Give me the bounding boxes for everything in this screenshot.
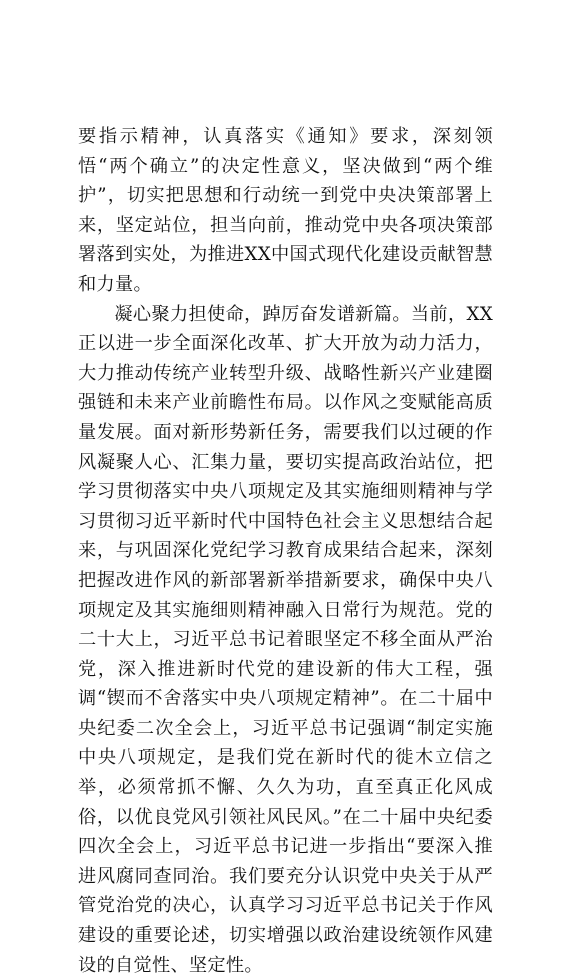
document-body	[78, 122, 493, 980]
paragraph-body: 凝心聚力担使命，踔厉奋发谱新篇。当前，XX正以进一步全面深化改革、扩大开放为动力活力，大力推动传统产业转型升级、战略性新兴产业建圈强链和未来产业前瞻性布局。以作风之变赋能高质量发展。面对新形势新任务，需要我们以过硬的作风凝聚人心、汇集力量，要切实提高政治站位，把学习贯彻落实中央八项规定及其实施细则精神与学习贯彻习近平新时代中国特色社会主义思想结合起来，与巩固深化党纪学习教育成果结合起来，深刻把握改进作风的新部署新举措新要求，确保中央八项规定及其实施细则精神融入日常行为规范。党的二十大上，习近平总书记着眼坚定不移全面从严治党，深入推进新时代党的建设新的伟大工程，强调“锲而不舍落实中央八项规定精神”。在二十届中央纪委二次全会上，习近平总书记强调“制定实施中央八项规定，是我们党在新时代的徙木立信之举，必须常抓不懈、久久为功，直至真正化风成俗，以优良党风引领社风民风。”在二十届中央纪委四次全会上，习近平总书记进一步指出“要深入推进风腐同查同治。我们要充分认识党中央关于从严管党治党的决心，认真学习习近平总书记关于作风建设的重要论述，切实增强以政治建设统领作风建设的自觉性、坚定性。	[78, 303, 493, 976]
paragraph-continuation: 要指示精神，认真落实《通知》要求，深刻领悟“两个确立”的决定性意义，坚决做到“两个维护”，切实把思想和行动统一到党中央决策部署上来，坚定站位，担当向前，推动党中央各项决策部署落到实处，为推进XX中国式现代化建设贡献智慧和力量。	[78, 126, 493, 295]
